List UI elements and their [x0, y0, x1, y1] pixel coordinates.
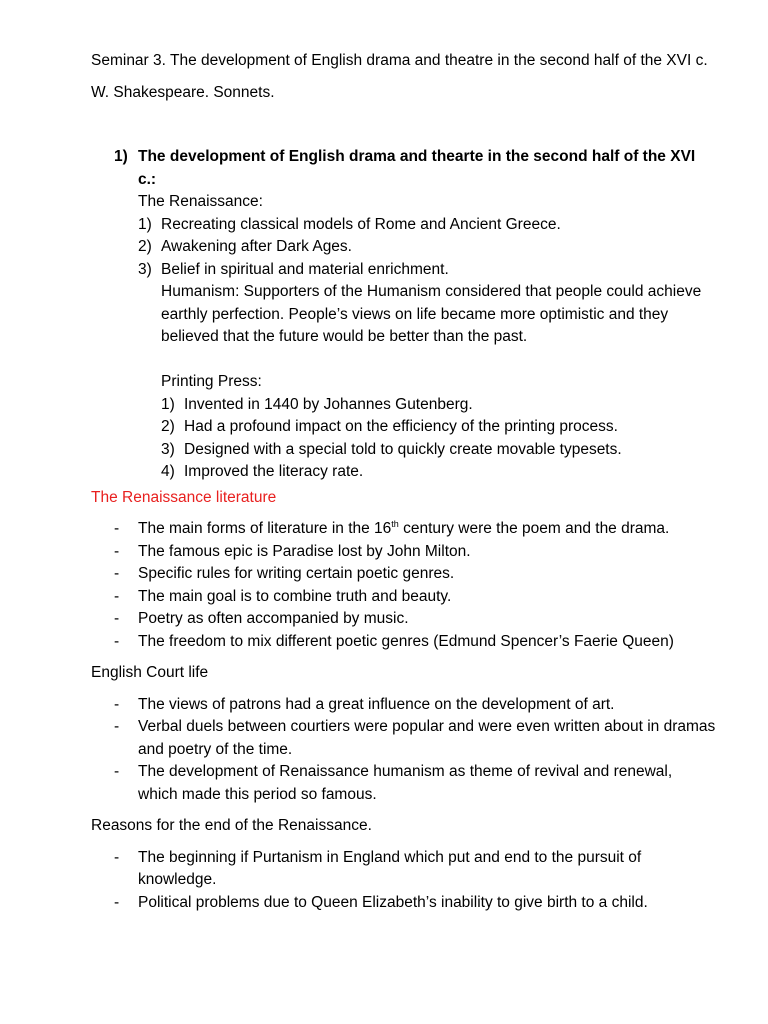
bullet-dash: - [114, 848, 120, 866]
end-reasons-heading: Reasons for the end of the Renaissance. [91, 817, 372, 834]
list-item-text: Verbal duels between courtiers were popular and were even written about in dramas and poetry of the time. [138, 718, 716, 758]
list-item-number: 4) [161, 463, 175, 480]
list-item [161, 439, 716, 462]
list-item-text: Had a profound impact on the efficiency of the printing process. [184, 418, 618, 435]
renaissance-label: The Renaissance: [138, 193, 263, 210]
document-page [91, 50, 716, 914]
bullet-dash: - [114, 587, 120, 605]
list-item [114, 563, 716, 586]
printing-press-label: Printing Press: [161, 373, 262, 390]
list-item [138, 259, 716, 282]
bullet-dash: - [114, 632, 120, 650]
list-item [114, 541, 716, 564]
list-item-number: 1) [161, 395, 175, 413]
bullet-dash: - [114, 610, 120, 627]
bullet-dash: - [114, 763, 120, 780]
list-item-text: The freedom to mix different poetic genres (Edmund Spencer’s Faerie Queen) [138, 632, 674, 650]
bullet-dash: - [114, 542, 120, 560]
humanism-paragraph: Humanism: Supporters of the Humanism considered that people could achieve earthly perfection. People’s views on life became more optimistic and they believed that the future would be better than the past. [161, 283, 702, 345]
list-item-number: 3) [161, 440, 175, 458]
court-life-list [91, 694, 716, 807]
list-item [114, 586, 716, 609]
end-reasons-list [91, 847, 716, 915]
list-item [161, 461, 716, 484]
court-life-heading: English Court life [91, 664, 209, 681]
list-item [138, 214, 716, 237]
bullet-dash: - [114, 718, 120, 735]
list-item [114, 892, 716, 915]
list-item-number: 3) [138, 260, 152, 278]
superscript: th [391, 518, 399, 529]
list-item-text: Recreating classical models of Rome and Ancient Greece. [161, 215, 561, 233]
text-run: The main forms of literature in the 16 [138, 520, 392, 537]
list-item-number: 1) [138, 215, 152, 233]
list-item-number: 2) [138, 238, 152, 255]
list-item-text: The development of Renaissance humanism as theme of revival and renewal, which made this period so famous. [138, 763, 673, 803]
list-item-text: The views of patrons had a great influence on the development of art. [138, 695, 615, 713]
section-1-body [138, 191, 716, 484]
list-item-text [138, 518, 716, 541]
section-1-number: 1) [114, 148, 128, 165]
list-item-text: Specific rules for writing certain poetic genres. [138, 565, 455, 582]
humanism-block [161, 281, 716, 484]
list-item [114, 847, 716, 892]
list-item [161, 394, 716, 417]
bullet-dash: - [114, 893, 120, 911]
list-item-text: Political problems due to Queen Elizabeth’s inability to give birth to a child. [138, 893, 648, 911]
list-item [114, 631, 716, 654]
document-subtitle: W. Shakespeare. Sonnets. [91, 83, 275, 101]
list-item-text: The beginning if Purtanism in England which put and end to the pursuit of knowledge. [138, 848, 642, 888]
list-item [138, 236, 716, 259]
bullet-dash: - [114, 565, 120, 582]
list-item-text: Improved the literacy rate. [184, 463, 364, 480]
printing-press-list [161, 394, 716, 484]
spacer [161, 349, 716, 372]
list-item-text: Belief in spiritual and material enrichment. [161, 260, 449, 278]
bullet-dash: - [114, 520, 120, 537]
list-item [114, 694, 716, 717]
list-item-number: 2) [161, 418, 175, 435]
list-item-text: Invented in 1440 by Johannes Gutenberg. [184, 395, 473, 413]
list-item [114, 716, 716, 761]
section-1-heading-text: The development of English drama and thearte in the second half of the XVI c.: [138, 148, 696, 188]
list-item-text: Designed with a special told to quickly create movable typesets. [184, 440, 622, 458]
list-item [114, 608, 716, 631]
section-1-heading [114, 146, 716, 191]
list-item-text: Awakening after Dark Ages. [161, 238, 352, 255]
renaissance-literature-heading: The Renaissance literature [91, 488, 277, 506]
bullet-dash: - [114, 695, 120, 713]
renaissance-list [138, 214, 716, 282]
list-item-text: Poetry as often accompanied by music. [138, 610, 409, 627]
document-title: Seminar 3. The development of English drama and theatre in the second half of the XVI c. [91, 52, 708, 69]
list-item [114, 761, 716, 806]
text-run: century were the poem and the drama. [398, 520, 670, 537]
list-item-text: The famous epic is Paradise lost by John Milton. [138, 542, 471, 560]
list-item-text: The main goal is to combine truth and beauty. [138, 587, 452, 605]
list-item [161, 416, 716, 439]
renaissance-literature-list [91, 518, 716, 653]
list-item [114, 518, 716, 541]
